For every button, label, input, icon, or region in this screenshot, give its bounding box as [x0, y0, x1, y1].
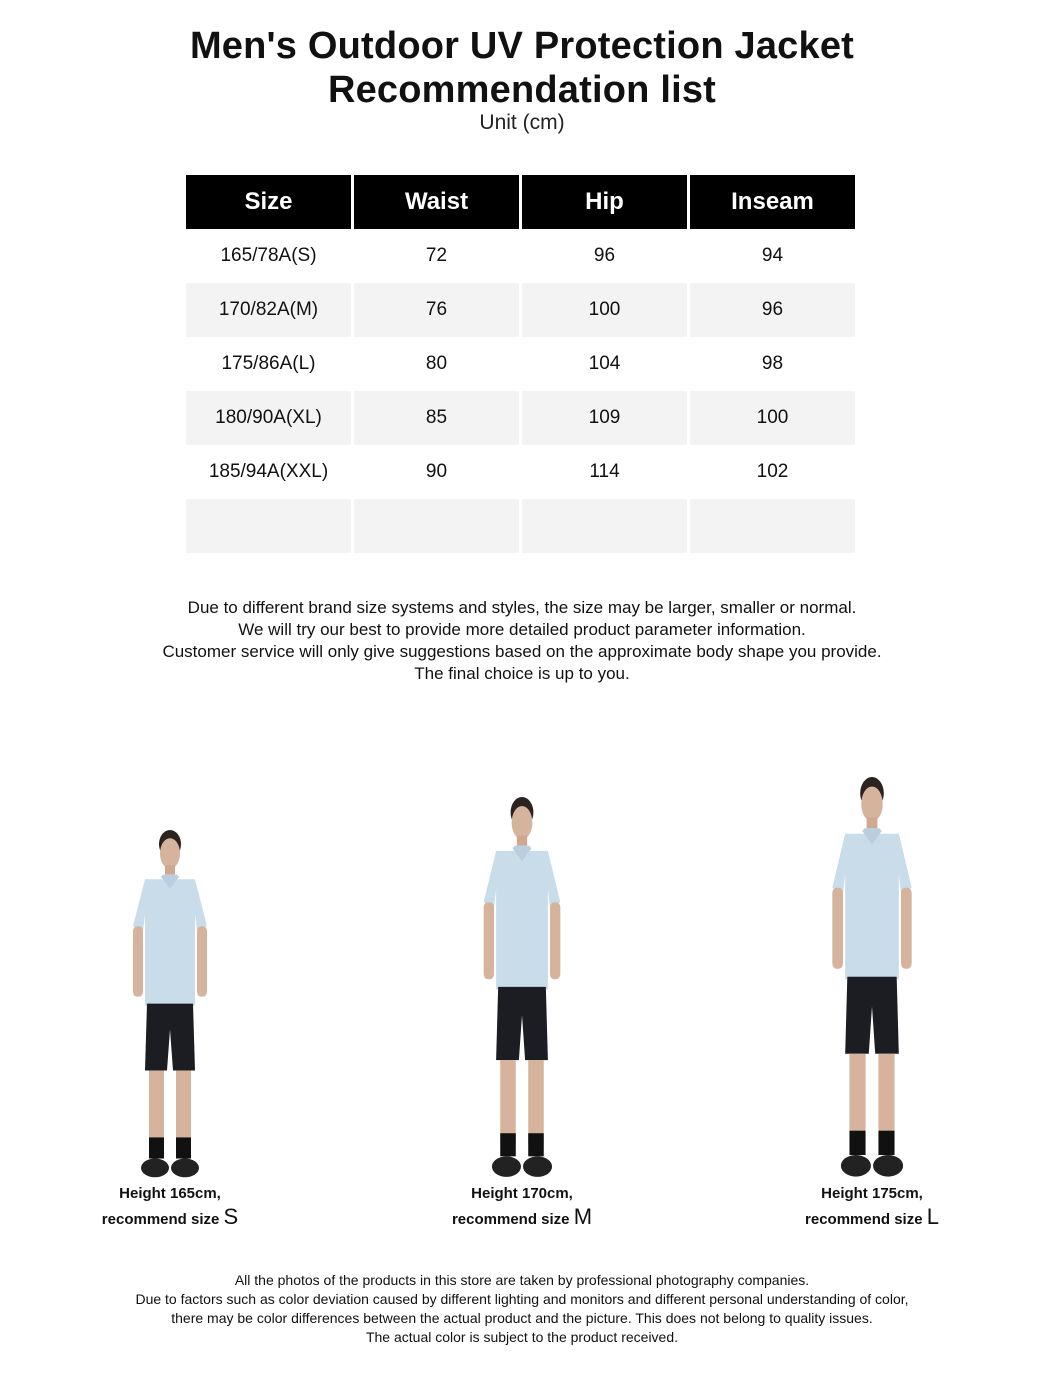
table-row — [186, 283, 855, 337]
height-text: Height 170cm, — [471, 1185, 573, 1202]
footer-line: The actual color is subject to the product received. — [365, 1329, 679, 1345]
page-title — [0, 24, 1044, 112]
size-table — [183, 175, 858, 553]
recommend-text: recommend size — [805, 1211, 923, 1228]
cell-waist: 80 — [425, 353, 448, 374]
cell-waist — [354, 499, 519, 553]
table-row — [186, 229, 855, 283]
recommend-line — [422, 1205, 622, 1231]
table-header-row — [186, 175, 855, 229]
cell-inseam: 100 — [690, 391, 855, 445]
height-text: Height 175cm, — [821, 1185, 923, 1202]
cell-inseam: 94 — [761, 245, 784, 266]
header-hip: Hip — [522, 175, 687, 229]
cell-inseam: 98 — [761, 353, 784, 374]
model-caption-s — [70, 1182, 270, 1231]
recommend-line — [772, 1205, 972, 1231]
model-l — [772, 777, 972, 1231]
cell-size: 165/78A(S) — [220, 245, 317, 266]
header-inseam: Inseam — [690, 175, 855, 229]
height-text: Height 165cm, — [119, 1185, 221, 1202]
model-caption-m — [422, 1182, 622, 1231]
size-disclaimer — [0, 597, 1044, 685]
cell-size — [186, 499, 351, 553]
cell-size: 185/94A(XXL) — [208, 461, 329, 482]
cell-waist: 72 — [425, 245, 448, 266]
recommend-text: recommend size — [451, 1211, 570, 1228]
title-line-2: Recommendation list — [327, 69, 717, 111]
cell-size: 175/86A(L) — [221, 353, 316, 374]
photo-disclaimer — [0, 1271, 1044, 1347]
header-waist: Waist — [354, 175, 519, 229]
note-line: The final choice is up to you. — [414, 664, 630, 683]
footer-line: All the photos of the products in this store are taken by professional photography companies. — [234, 1272, 810, 1288]
note-line: Due to different brand size systems and styles, the size may be larger, smaller or normal. — [187, 598, 857, 617]
cell-inseam — [690, 499, 855, 553]
cell-waist: 76 — [354, 283, 519, 337]
note-line: Customer service will only give suggestions based on the approximate body shape you provide. — [162, 642, 882, 661]
cell-hip: 100 — [522, 283, 687, 337]
cell-hip: 96 — [593, 245, 616, 266]
unit-label: Unit (cm) — [479, 111, 565, 134]
cell-waist: 90 — [425, 461, 448, 482]
cell-size: 170/82A(M) — [186, 283, 351, 337]
cell-hip: 109 — [522, 391, 687, 445]
table-row — [186, 499, 855, 553]
recommend-line — [70, 1205, 270, 1231]
model-s — [70, 830, 270, 1231]
footer-line: Due to factors such as color deviation caused by different lighting and monitors and different personal understanding of color, — [135, 1291, 909, 1307]
footer-line: there may be color differences between the actual product and the picture. This does not belong to quality issues. — [171, 1310, 873, 1326]
cell-inseam: 96 — [690, 283, 855, 337]
model-photo-s — [115, 830, 225, 1182]
cell-hip: 104 — [588, 353, 621, 374]
recommended-size: M — [573, 1204, 593, 1229]
cell-inseam: 102 — [756, 461, 789, 482]
recommended-size: S — [223, 1204, 239, 1229]
model-caption-l — [772, 1182, 972, 1231]
cell-size: 180/90A(XL) — [186, 391, 351, 445]
table-row — [186, 391, 855, 445]
model-photo-m — [465, 797, 579, 1182]
recommend-text: recommend size — [101, 1211, 220, 1228]
cell-waist: 85 — [354, 391, 519, 445]
title-line-1: Men's Outdoor UV Protection Jacket — [189, 25, 855, 67]
table-row — [186, 445, 855, 499]
model-m — [422, 797, 622, 1231]
note-line: We will try our best to provide more detailed product parameter information. — [238, 620, 806, 639]
recommended-size: L — [926, 1204, 939, 1229]
cell-hip: 114 — [589, 461, 620, 482]
cell-hip — [522, 499, 687, 553]
table-row — [186, 337, 855, 391]
header-size: Size — [186, 175, 351, 229]
model-photo-l — [813, 777, 931, 1182]
